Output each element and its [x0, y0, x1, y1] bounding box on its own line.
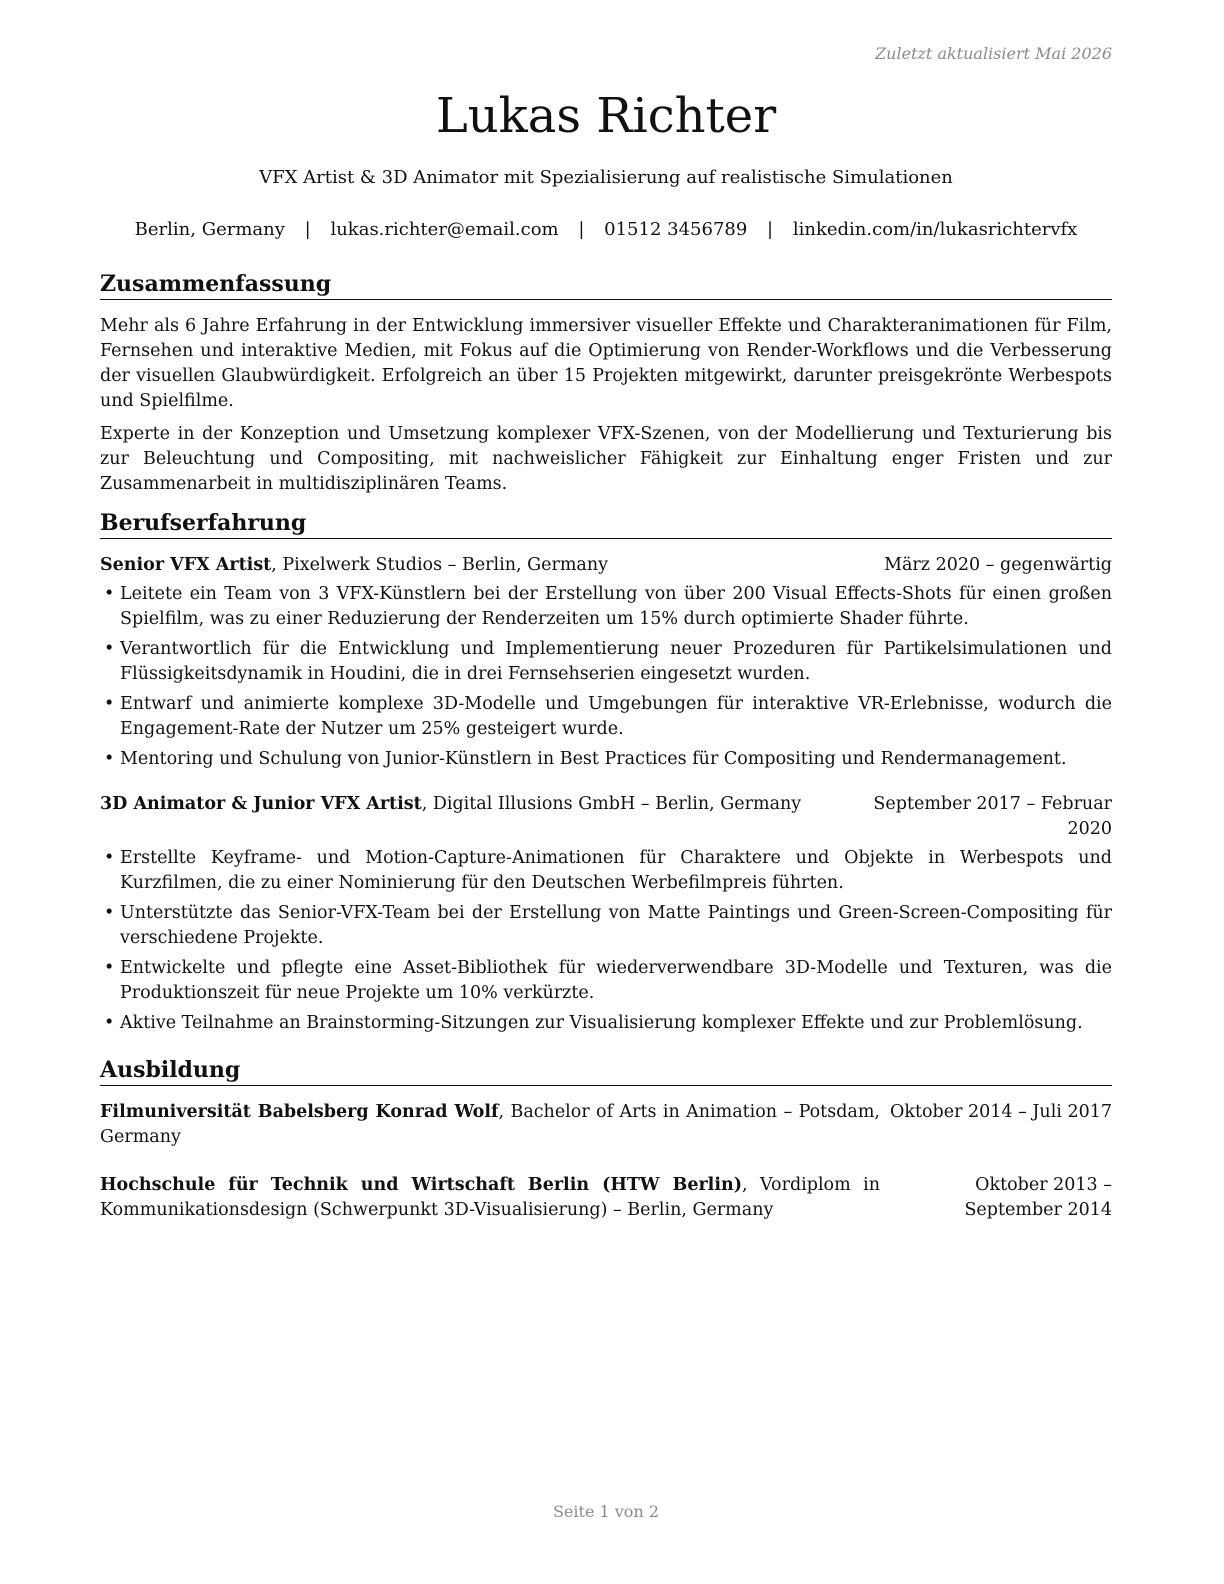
section-title-summary: Zusammenfassung [100, 270, 1112, 300]
contact-line [100, 219, 1112, 240]
list-item [100, 637, 1112, 687]
job-dates: September 2017 – Februar 2020 [873, 794, 1112, 839]
bullet-icon: • [104, 749, 115, 769]
job-bullets [100, 846, 1112, 1036]
list-item [100, 901, 1112, 951]
list-item [100, 956, 1112, 1006]
education-dates: Oktober 2014 – Juli 2017 [890, 1102, 1112, 1122]
job-entry [100, 792, 1112, 1036]
bullet-icon: • [104, 903, 115, 923]
list-item [100, 747, 1112, 772]
section-title-education: Ausbildung [100, 1056, 1112, 1086]
tagline: VFX Artist & 3D Animator mit Spezialisierung auf realistische Simulationen [259, 167, 953, 188]
resume-page [100, 0, 1112, 1584]
list-item [100, 582, 1112, 632]
bullet-text: Entwarf und animierte komplexe 3D-Modelle und Umgebungen für interaktive VR-Erlebnisse, wodurch die Engagement-Rate der Nutzer um 25% gesteigert wurde. [120, 694, 1112, 739]
bullet-icon: • [104, 958, 115, 978]
education-school: Hochschule für Technik und Wirtschaft Berlin (HTW Berlin) [100, 1175, 742, 1195]
bullet-icon: • [104, 584, 115, 604]
bullet-text: Aktive Teilnahme an Brainstorming-Sitzungen zur Visualisierung komplexer Effekte und zur Problemlösung. [120, 1013, 1083, 1033]
education-section [100, 1056, 1112, 1223]
summary-paragraph: Experte in der Konzeption und Umsetzung komplexer VFX-Szenen, von der Modellierung und Texturierung bis zur Beleuchtung und Compositing, mit nachweislicher Fähigkeit zur Einhaltung enger Fristen und zur Zusammenarbeit in multidisziplinären Teams. [100, 424, 1112, 494]
contact-email[interactable]: lukas.richter@email.com [330, 219, 559, 240]
bullet-text: Unterstützte das Senior-VFX-Team bei der Erstellung von Matte Paintings und Green-Screen-Compositing für verschiedene Projekte. [120, 903, 1112, 948]
education-detail: , Vordiplom in Kommunikationsdesign (Schwerpunkt 3D-Visualisierung) – Berlin, Germany [100, 1175, 881, 1220]
resume-content [100, 270, 1112, 1246]
education-dates: Oktober 2013 – September 2014 [964, 1175, 1112, 1220]
bullet-text: Entwickelte und pflegte eine Asset-Bibliothek für wiederverwendbare 3D-Modelle und Texturen, was die Produktionszeit für neue Projekte um 10% verkürzte. [120, 958, 1112, 1003]
contact-linkedin[interactable]: linkedin.com/in/lukasrichtervfx [792, 219, 1078, 240]
contact-separator: | [304, 219, 311, 240]
job-role: Senior VFX Artist [100, 555, 272, 575]
contact-separator: | [767, 219, 774, 240]
education-entry [100, 1173, 1112, 1223]
summary-paragraph: Mehr als 6 Jahre Erfahrung in der Entwicklung immersiver visueller Effekte und Charakteranimationen für Film, Fernsehen und interaktive Medien, mit Fokus auf die Optimierung von Render-Workflows und die Verbesserung der visuellen Glaubwürdigkeit. Erfolgreich an über 15 Projekten mitgewirkt, darunter preisgekrönte Werbespots und Spielfilme. [100, 316, 1112, 411]
page-number: Seite 1 von 2 [552, 1502, 660, 1521]
education-school: Filmuniversität Babelsberg Konrad Wolf [100, 1102, 499, 1122]
list-item [100, 1011, 1112, 1036]
job-bullets [100, 582, 1112, 772]
bullet-icon: • [104, 639, 115, 659]
job-dates: März 2020 – gegenwärtig [884, 555, 1112, 575]
bullet-text: Leitete ein Team von 3 VFX-Künstlern bei der Erstellung von über 200 Visual Effects-Shots für einen großen Spielfilm, was zu einer Reduzierung der Renderzeiten um 15% durch optimierte Shader führte. [120, 584, 1112, 629]
job-company: , Pixelwerk Studios – Berlin, Germany [271, 555, 609, 575]
job-header [100, 553, 1112, 578]
bullet-text: Mentoring und Schulung von Junior-Künstlern in Best Practices für Compositing und Rendermanagement. [120, 749, 1067, 769]
bullet-icon: • [104, 1013, 115, 1033]
summary-section [100, 270, 1112, 497]
contact-location: Berlin, Germany [134, 219, 285, 240]
contact-separator: | [578, 219, 585, 240]
experience-section [100, 509, 1112, 1036]
bullet-icon: • [104, 848, 115, 868]
job-company: , Digital Illusions GmbH – Berlin, Germany [421, 794, 802, 814]
bullet-text: Erstellte Keyframe- und Motion-Capture-Animationen für Charaktere und Objekte in Werbespots und Kurzfilmen, die zu einer Nominierung für den Deutschen Werbefilmpreis führten. [120, 848, 1112, 893]
contact-phone[interactable]: 01512 3456789 [604, 219, 748, 240]
last-updated: Zuletzt aktualisiert Mai 2026 [875, 44, 1112, 63]
list-item [100, 846, 1112, 896]
job-role: 3D Animator & Junior VFX Artist [100, 794, 422, 814]
bullet-text: Verantwortlich für die Entwicklung und Implementierung neuer Prozeduren für Partikelsimulationen und Flüssigkeitsdynamik in Houdini, die in drei Fernsehserien eingesetzt wurden. [120, 639, 1112, 684]
job-header [100, 792, 1112, 842]
candidate-name: Lukas Richter [435, 88, 777, 144]
education-entry [100, 1100, 1112, 1150]
bullet-icon: • [104, 694, 115, 714]
list-item [100, 692, 1112, 742]
job-entry [100, 553, 1112, 772]
education-detail: , Bachelor of Arts in Animation – Potsdam, Germany [100, 1102, 880, 1147]
section-title-experience: Berufserfahrung [100, 509, 1112, 539]
